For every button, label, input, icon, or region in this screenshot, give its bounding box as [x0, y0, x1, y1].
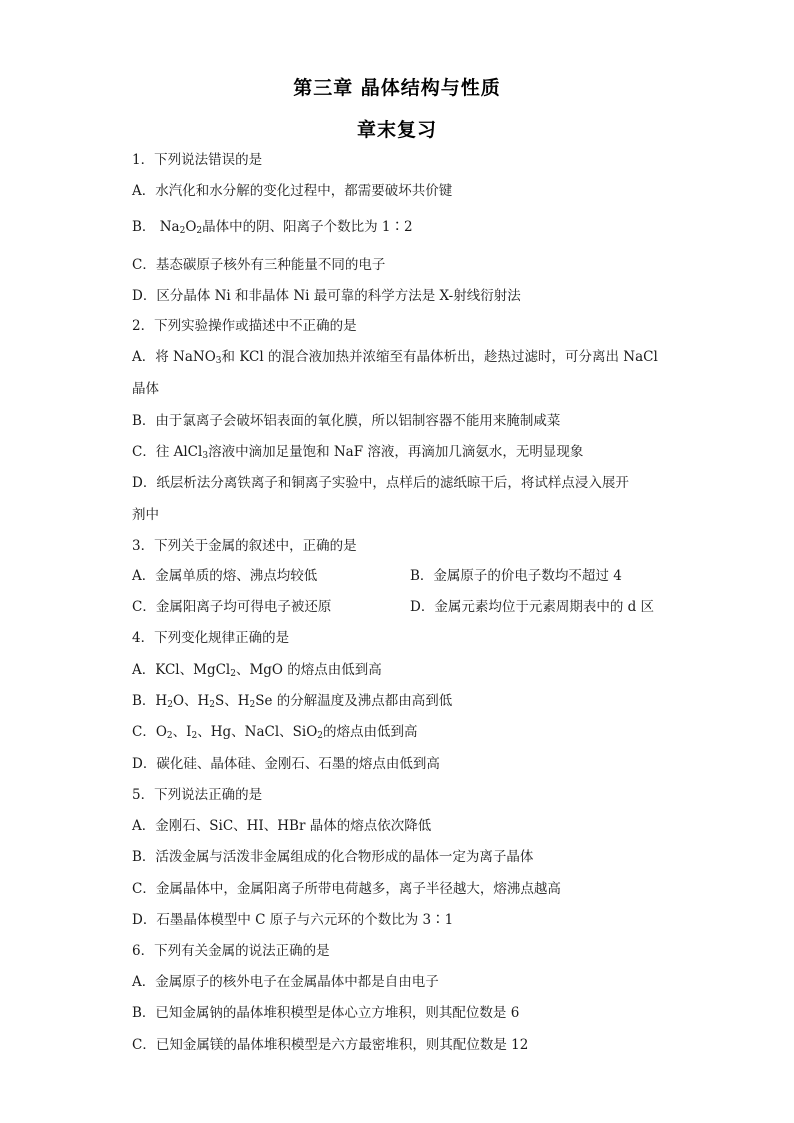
q5-option-d: D．石墨晶体模型中 C 原子与六元环的个数比为 3∶1: [132, 912, 454, 928]
q3-option-a: A．金属单质的熔、沸点均较低: [132, 568, 318, 584]
q5-option-a: A．金刚石、SiC、HI、HBr 晶体的熔点依次降低: [132, 818, 432, 834]
q2-option-d-line2: 剂中: [132, 507, 159, 523]
q6-option-c: C．已知金属镁的晶体堆积模型是六方最密堆积，则其配位数是 12: [132, 1037, 529, 1053]
question-2-stem: 2．下列实验操作或描述中不正确的是: [132, 318, 357, 334]
q2-option-a-line1: A．将 NaNO$_3$和 KCl 的混合液加热并浓缩至有晶体析出，趁热过滤时，可分离出 NaCl: [132, 349, 658, 366]
q3-option-c: C．金属阳离子均可得电子被还原: [132, 599, 332, 615]
q4-option-c: C．$O_2$、$I_2$、Hg、NaCl、SiO$_2$的熔点由低到高: [132, 724, 418, 741]
q4-option-d: D．碳化硅、晶体硅、金刚石、石墨的熔点由低到高: [132, 756, 440, 772]
q3-option-d: D．金属元素均位于元素周期表中的 d 区: [410, 599, 655, 615]
q5-option-c: C．金属晶体中，金属阳离子所带电荷越多，离子半径越大，熔沸点越高: [132, 881, 561, 897]
question-3-stem: 3．下列关于金属的叙述中，正确的是: [132, 538, 357, 554]
q6-option-b: B．已知金属钠的晶体堆积模型是体心立方堆积，则其配位数是 6: [132, 1005, 520, 1021]
q2-option-b: B．由于氯离子会破坏铝表面的氧化膜，所以铝制容器不能用来腌制咸菜: [132, 413, 561, 429]
q6-option-a: A．金属原子的核外电子在金属晶体中都是自由电子: [132, 974, 439, 990]
q2-option-c: C．往 AlCl$_3$溶液中滴加足量饱和 NaF 溶液，再滴加几滴氨水，无明显现象: [132, 444, 584, 461]
section-subtitle: 章末复习: [356, 119, 437, 141]
q3-option-b: B．金属原子的价电子数均不超过 4: [410, 568, 622, 584]
question-6-stem: 6．下列有关金属的说法正确的是: [132, 943, 330, 959]
question-4-stem: 4．下列变化规律正确的是: [132, 630, 290, 646]
q1-option-b: B． $Na_2O_2$晶体中的阴、阳离子个数比为 1∶2: [132, 219, 413, 236]
q4-option-a: A．KCl、MgCl$_2$、MgO 的熔点由低到高: [132, 662, 382, 679]
q5-option-b: B．活泼金属与活泼非金属组成的化合物形成的晶体一定为离子晶体: [132, 849, 534, 865]
q1-option-a: A．水汽化和水分解的变化过程中，都需要破坏共价键: [132, 183, 453, 199]
question-1-stem: 1．下列说法错误的是: [132, 152, 263, 168]
q4-option-b: B．$H_2O$、$H_2S$、$H_2Se$ 的分解温度及沸点都由高到低: [132, 693, 453, 710]
q2-option-d-line1: D．纸层析法分离铁离子和铜离子实验中，点样后的滤纸晾干后，将试样点浸入展开: [132, 475, 629, 491]
chapter-title: 第三章 晶体结构与性质: [293, 77, 501, 99]
q1-option-c: C．基态碳原子核外有三种能量不同的电子: [132, 257, 386, 273]
q2-option-a-line2: 晶体: [132, 381, 159, 397]
q1-option-d: D．区分晶体 Ni 和非晶体 Ni 最可靠的科学方法是 X-射线衍射法: [132, 288, 521, 304]
question-5-stem: 5．下列说法正确的是: [132, 787, 263, 803]
